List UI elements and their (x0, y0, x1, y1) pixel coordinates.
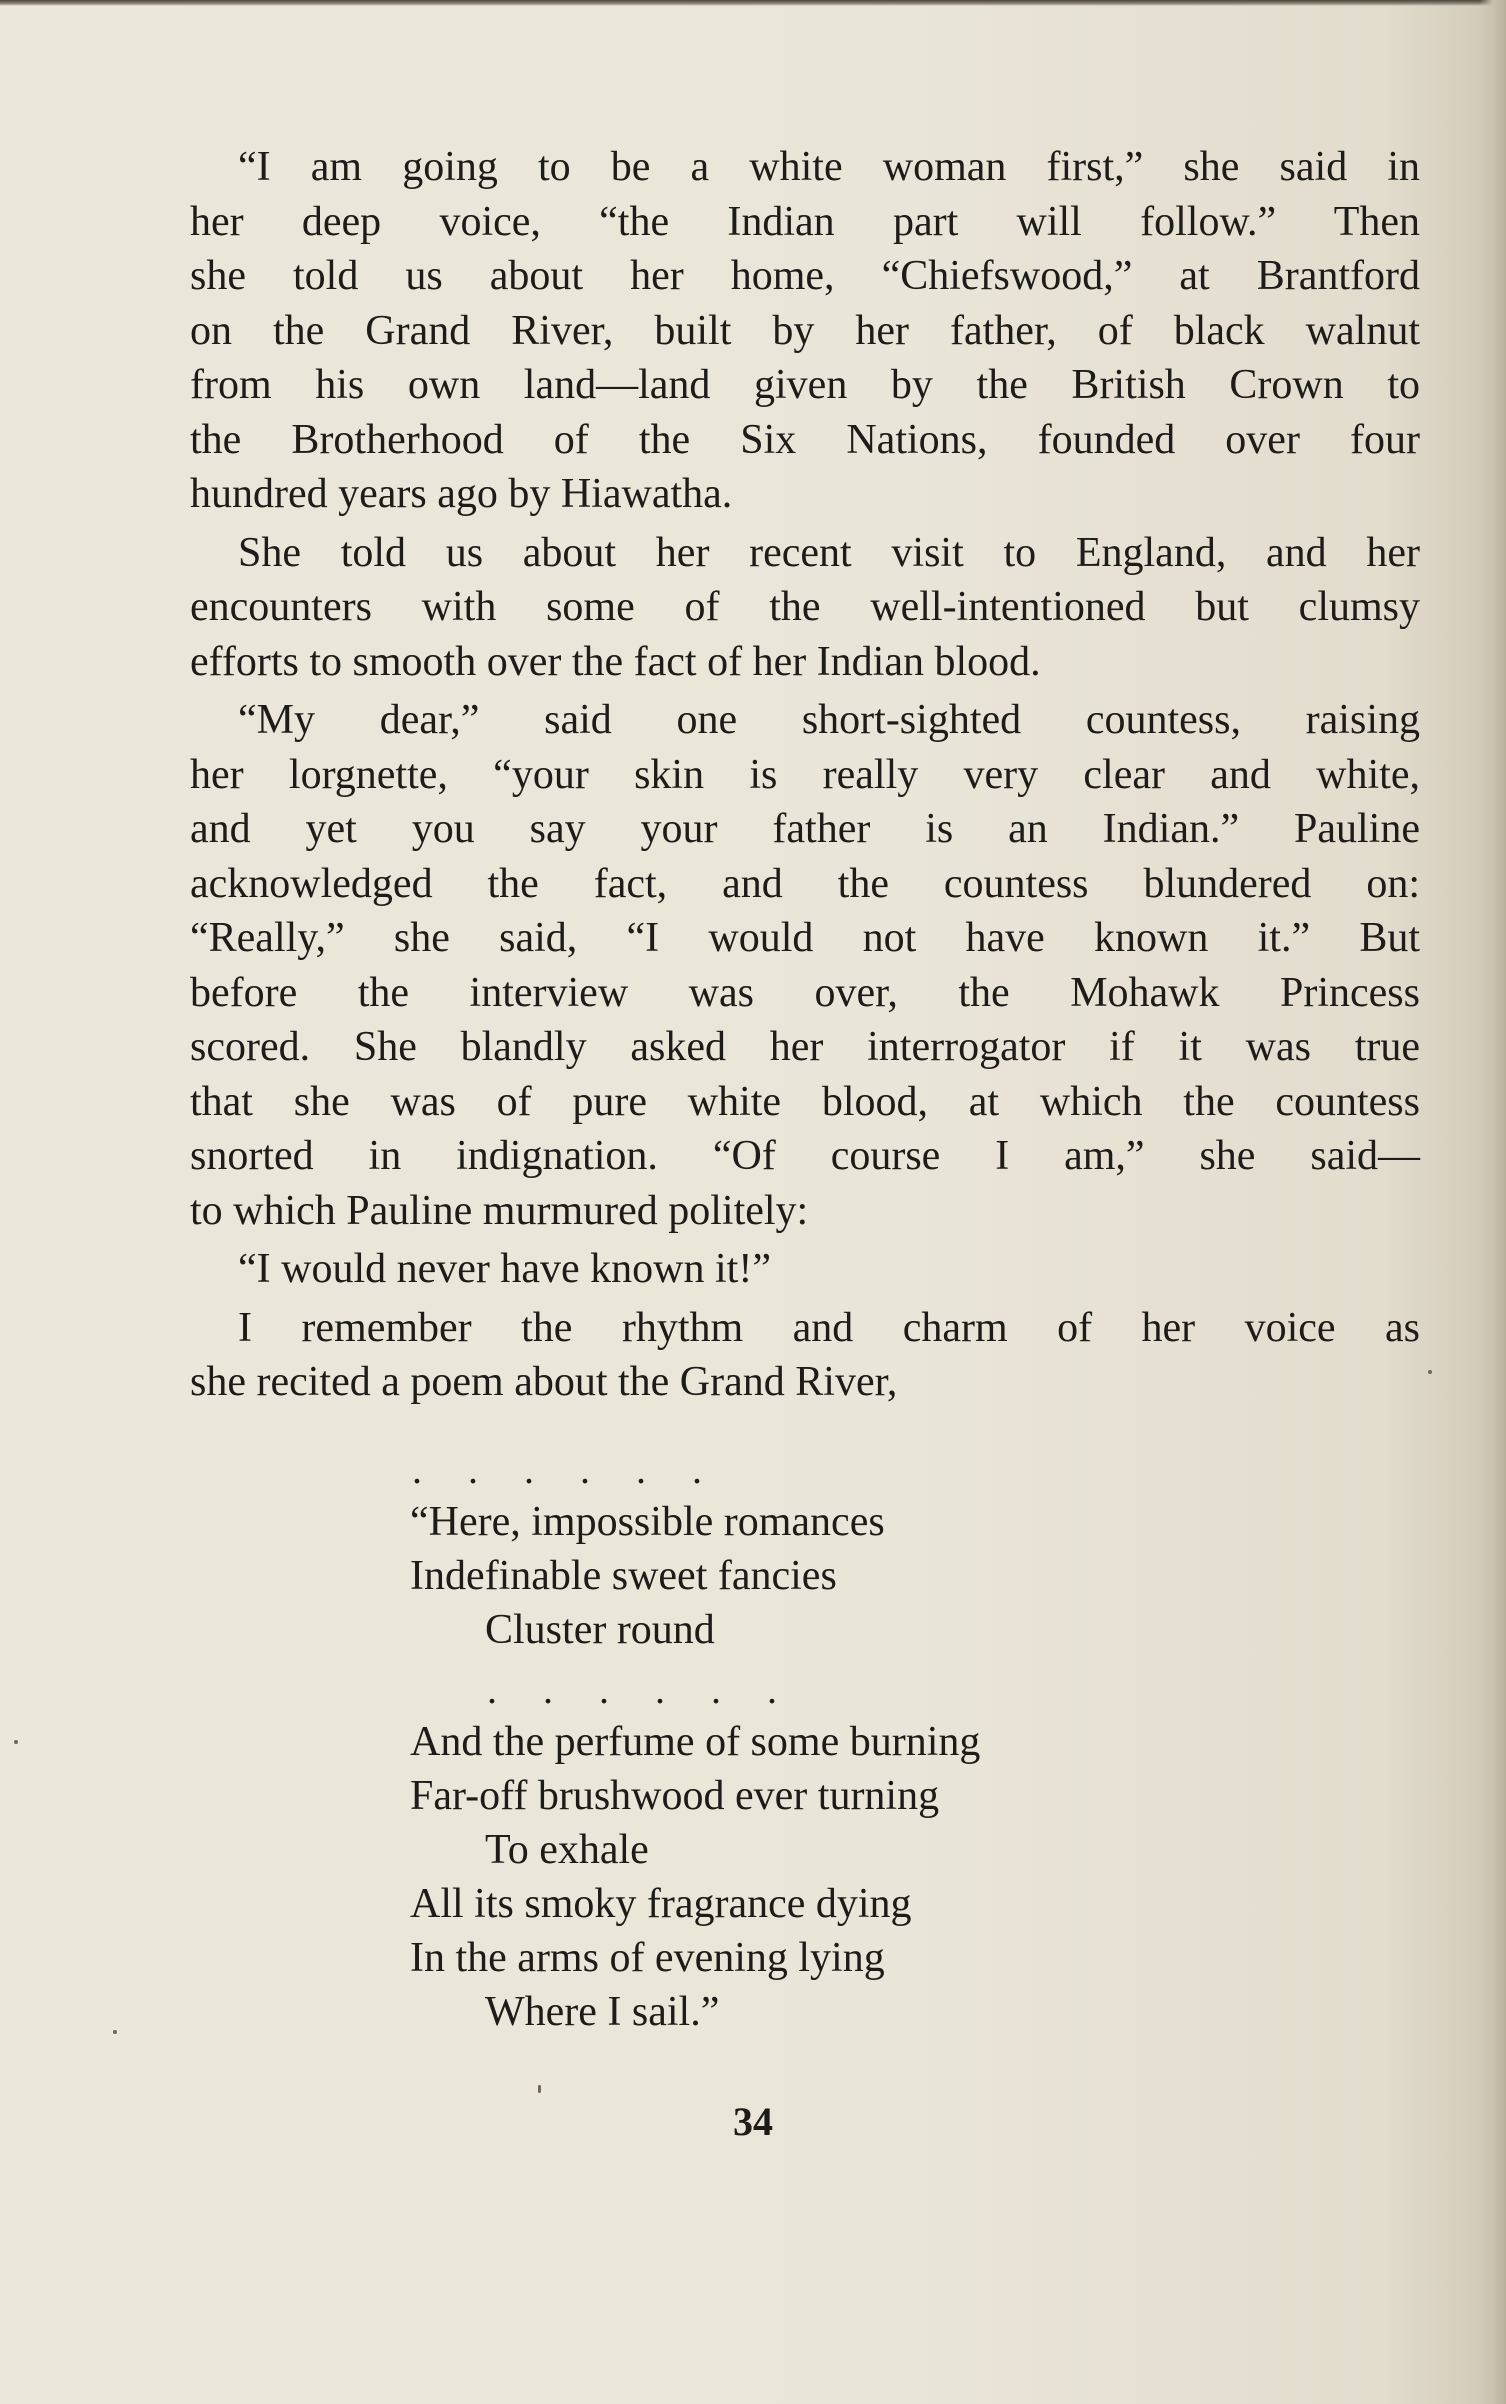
paragraph-2 (190, 526, 1420, 690)
text-line: she recited a poem about the Grand River, (190, 1359, 898, 1405)
poem-ellipsis-2: . . . . . . (487, 1667, 795, 1712)
text-line: scored. She blandly asked her interrogator if it was true (190, 1024, 1420, 1070)
poem-line: And the perfume of some burning (410, 1719, 981, 1765)
page-binding-shadow (1480, 0, 1506, 2404)
page-top-edge (0, 0, 1506, 6)
text-line: “Really,” she said, “I would not have known it.” But (190, 915, 1420, 961)
poem-stanza-2 (410, 1715, 980, 2039)
poem-line: In the arms of evening lying (410, 1935, 885, 1981)
text-line: “I would never have known it!” (238, 1246, 771, 1292)
text-line: and yet you say your father is an Indian.” Pauline (190, 806, 1420, 852)
text-line: her lorgnette, “your skin is really very clear and white, (190, 751, 1420, 798)
poem-line: Where I sail.” (485, 1989, 720, 2035)
text-line: the Brotherhood of the Six Nations, founded over four (190, 416, 1420, 463)
text-line: I remember the rhythm and charm of her voice as (238, 1304, 1420, 1351)
text-line: to which Pauline murmured politely: (190, 1187, 809, 1234)
text-line: hundred years ago by Hiawatha. (190, 471, 733, 517)
poem-line: All its smoky fragrance dying (410, 1881, 912, 1927)
poem-ellipsis-1: . . . . . . (412, 1447, 720, 1492)
poem-stanza-1 (410, 1495, 885, 1657)
text-line: that she was of pure white blood, at which the countess (190, 1078, 1420, 1125)
poem-line: To exhale (485, 1827, 649, 1873)
paper-speck (538, 2085, 541, 2093)
prose-body (190, 140, 1420, 1414)
poem-line: Cluster round (485, 1607, 715, 1653)
poem-line: “Here, impossible romances (410, 1499, 885, 1545)
text-line: snorted in indignation. “Of course I am,” she said— (190, 1133, 1420, 1179)
text-line: acknowledged the fact, and the countess blundered on: (190, 860, 1420, 907)
text-line: her deep voice, “the Indian part will follow.” Then (190, 198, 1420, 245)
poem-line: Indefinable sweet fancies (410, 1553, 837, 1599)
text-line: from his own land—land given by the British Crown to (190, 362, 1420, 408)
paper-speck (113, 2030, 117, 2034)
page-number: 34 (733, 2099, 773, 2144)
paragraph-4 (190, 1242, 1420, 1297)
text-line: She told us about her recent visit to England, and her (238, 529, 1420, 576)
paper-speck (14, 1740, 18, 1744)
text-line: efforts to smooth over the fact of her Indian blood. (190, 638, 1041, 685)
paragraph-1 (190, 140, 1420, 522)
text-line: on the Grand River, built by her father, of black walnut (190, 307, 1420, 354)
paragraph-5 (190, 1301, 1420, 1410)
text-line: before the interview was over, the Mohawk Princess (190, 969, 1420, 1016)
text-line: “My dear,” said one short-sighted countess, raising (238, 697, 1420, 743)
text-line: she told us about her home, “Chiefswood,” at Brantford (190, 253, 1420, 299)
paragraph-3 (190, 693, 1420, 1238)
poem-line: Far-off brushwood ever turning (410, 1773, 940, 1819)
text-line: encounters with some of the well-intentioned but clumsy (190, 584, 1420, 630)
text-line: “I am going to be a white woman first,” she said in (238, 144, 1420, 190)
paper-speck (1428, 1370, 1432, 1374)
